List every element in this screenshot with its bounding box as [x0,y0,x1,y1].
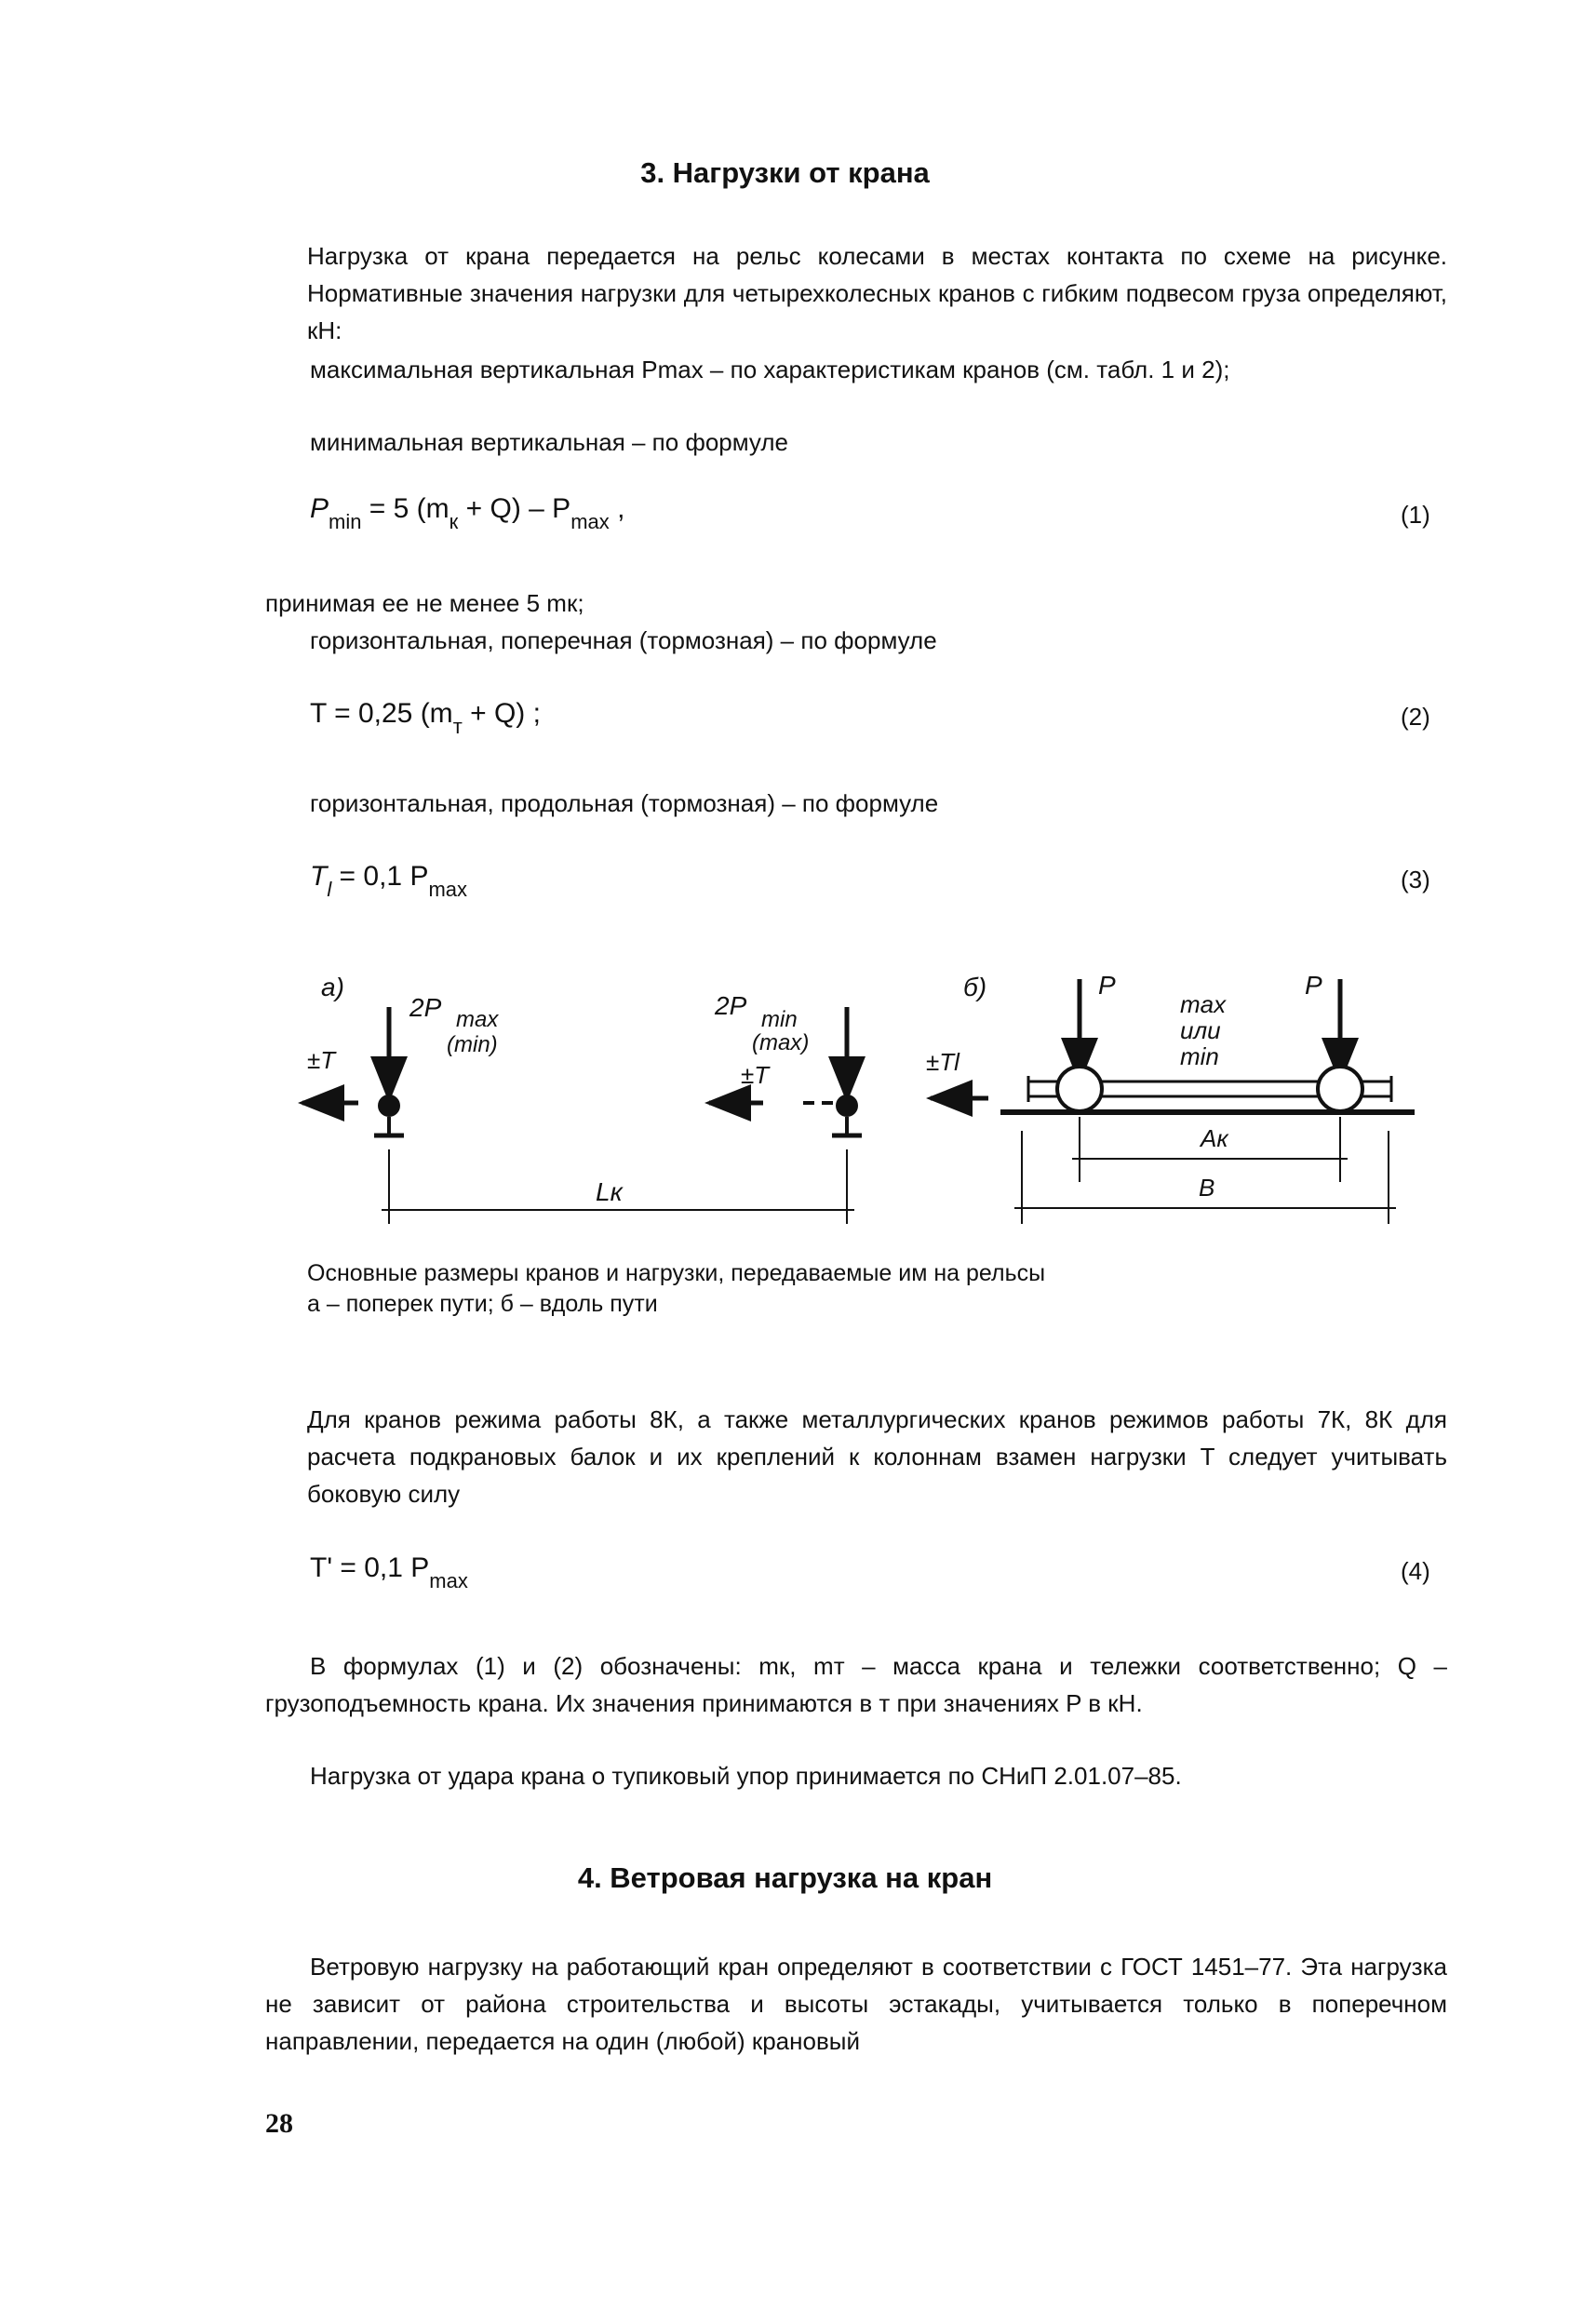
page-number: 28 [265,2108,293,2139]
formula-1-body: = 5 (m [361,493,450,524]
pmin-intro: минимальная вертикальная – по формуле [310,428,788,456]
formula-1-p: P [310,493,329,524]
intro-paragraph: Нагрузка от крана передается на рельс колесами в местах контакта по схеме на рисунке. Нормативные значения нагрузки для четырехколесных кранов с гибким подвесом груза определяют, кН: [307,242,1447,344]
formula-3 [310,861,468,901]
formula-4 [310,1552,468,1592]
left-load-sub2: (min) [447,1032,498,1057]
formula-3-number: (3) [1401,866,1430,893]
formula-3-t: T [310,861,328,892]
horizontal-longitudinal-line: горизонтальная, продольная (тормозная) – по формуле [310,789,939,817]
formula-1-max: max [570,510,610,533]
notation-paragraph: В формулах (1) и (2) обозначены: mк, mт – масса крана и тележки соответственно; Q – грузоподъемность крана. Их значения принимаются в т при значениях P в кН. [265,1652,1447,1717]
formula-4-number: (4) [1401,1557,1430,1585]
paragraph-8k: Для кранов режима работы 8К, а также металлургических кранов режимов работы 7К, 8К для расчета подкрановых балок и их креплений к колоннам взамен нагрузки T следует учитывать боковую силу [307,1405,1447,1508]
right-load-sub1: min [761,1007,798,1032]
section-4-heading: 4. Ветровая нагрузка на кран [577,1861,993,1894]
formula-1 [310,493,625,533]
span-label: Lк [596,1177,623,1206]
figure-caption-line-1: Основные размеры кранов и нагрузки, передаваемые им на рельсы [307,1260,1046,1286]
left-load-sub1: max [456,1007,499,1032]
figure-caption-line-2: а – поперек пути; б – вдоль пути [307,1291,658,1317]
formula-1-min: min [329,510,362,533]
mid-label-min: min [1180,1042,1219,1070]
pmax-line: максимальная вертикальная Pmax – по характеристикам кранов (см. табл. 1 и 2); [310,356,1230,383]
formula-3-l: l [327,878,332,901]
wheel-right [1318,1067,1362,1111]
mid-label-or: или [1180,1016,1221,1044]
formula-4-max: max [429,1569,468,1592]
formula-2-lhs: T = 0,25 (m [310,698,453,729]
formula-2-number: (2) [1401,703,1430,731]
formula-3-max: max [428,878,468,901]
right-load-label: 2P [715,991,747,1020]
section-4-paragraph: Ветровую нагрузку на работающий кран определяют в соответствии с ГОСТ 1451–77. Эта нагрузка не зависит от района строительства и высоты эстакады, учитывается только в поперечном направлении, передается на один (любой) крановый [265,1953,1447,2055]
left-wheel [378,1095,400,1117]
formula-2-rhs: + Q) ; [462,698,541,729]
formula-1-end: , [609,493,625,524]
impact-line: Нагрузка от удара крана о тупиковый упор принимается по СНиП 2.01.07–85. [310,1762,1182,1790]
formula-2 [310,698,541,738]
formula-3-rhs: = 0,1 P [331,861,429,892]
left-load-label: 2P [409,993,442,1022]
right-wheel [836,1095,858,1117]
right-pm-t: ±T [741,1061,770,1089]
formula-1-k: к [449,510,459,533]
formula-1-number: (1) [1401,501,1430,529]
pmin-note: принимая ее не менее 5 mк; [265,589,584,617]
left-pm-t: ±T [307,1046,336,1074]
horizontal-transverse-line: горизонтальная, поперечная (тормозная) – по формуле [310,626,937,654]
b-label: B [1199,1174,1215,1202]
pm-tl-label: ±Tl [926,1048,959,1076]
ak-label: Aк [1201,1124,1228,1152]
right-load-sub2: (max) [752,1030,810,1055]
formula-2-t: т [452,715,463,738]
formula-4-lhs: T' = 0,1 P [310,1552,430,1583]
formula-1-plus: + Q) – P [458,493,571,524]
mid-label-max: max [1180,990,1227,1018]
section-3-heading: 3. Нагрузки от крана [640,156,930,189]
panel-b-label: б) [963,973,987,1001]
panel-a-label: а) [321,973,344,1001]
wheel-load-label-left: P [1098,971,1116,1000]
crane-loads-figure [279,959,1461,1238]
wheel-left [1057,1067,1102,1111]
wheel-load-label-right: P [1305,971,1322,1000]
